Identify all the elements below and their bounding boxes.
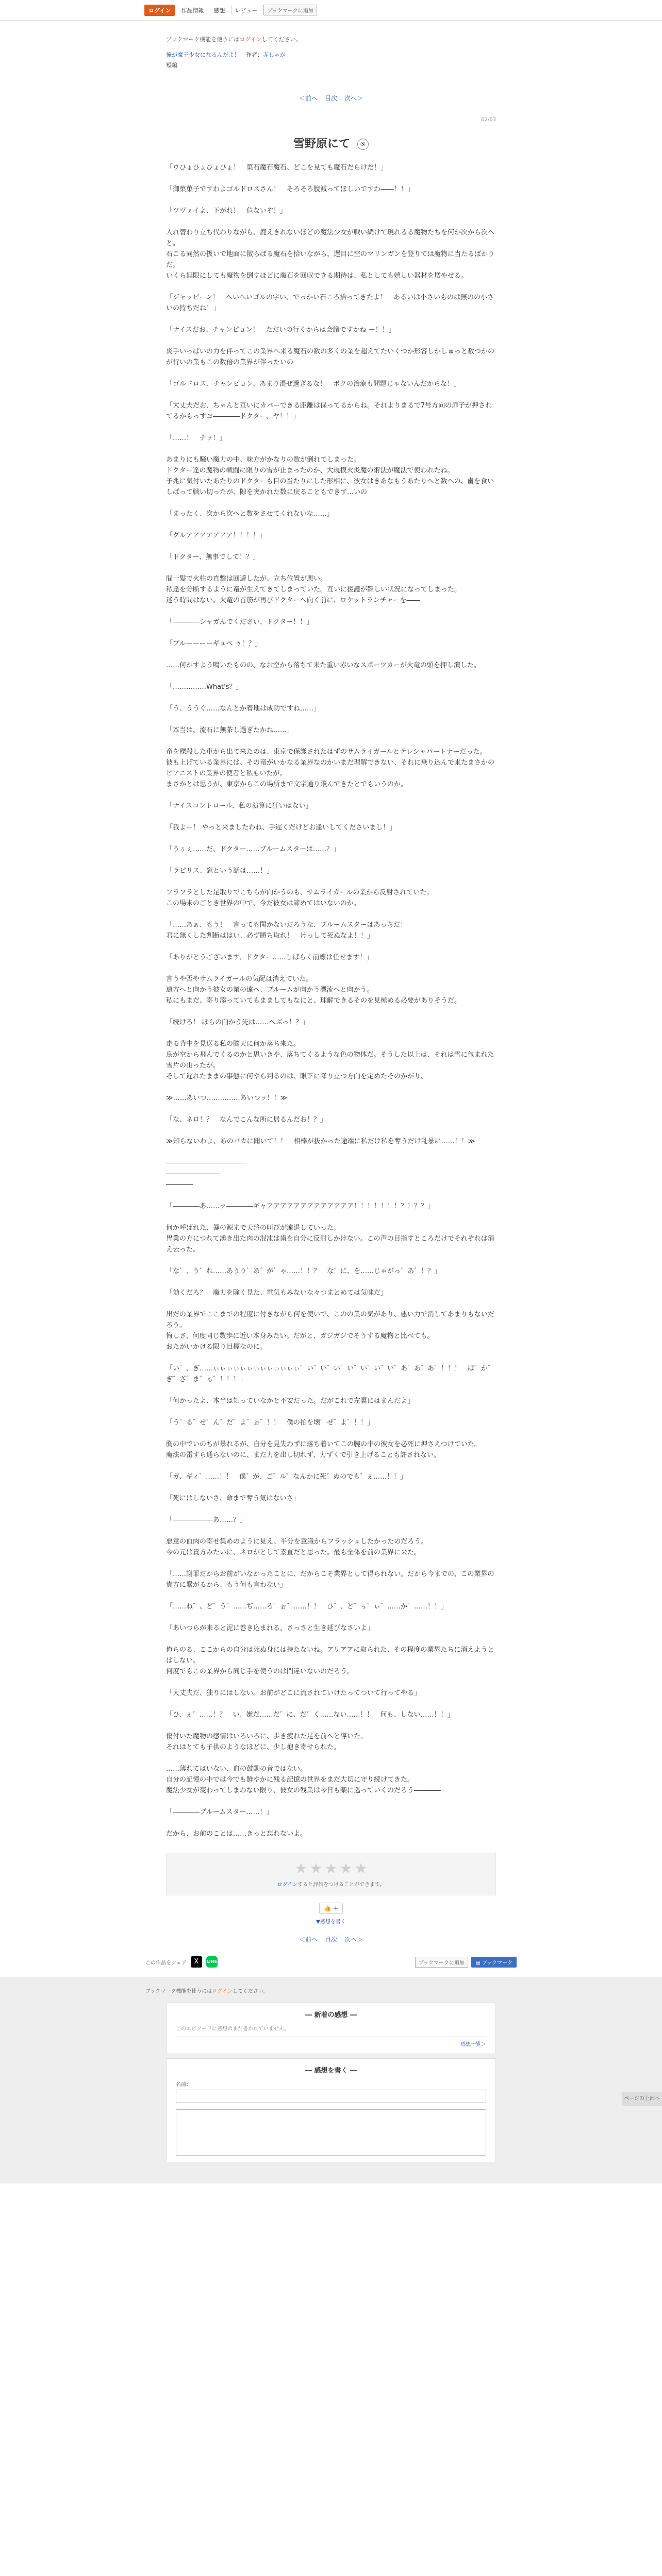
notice-suffix: してください。 [261,36,302,43]
rating-note [167,1880,495,1888]
body-paragraph: 「ゴルドロス、チャンピョン、あまり混ぜ過ぎるな！ ボクの治療も問題じゃないんだからな！」 [166,380,460,388]
body-paragraph: 「――――――あ……？」 [166,1516,247,1524]
prev-link[interactable]: ＜前へ [299,95,318,102]
impressions-title: ― 新着の感想 ― [305,2011,357,2019]
body-paragraph: 「な゛、う゛れ……あうり゛あ゛が゛ゃ……！！？ な゛に、を……じゃがっ゛あ゛！？」 [166,1267,441,1275]
episode-title: 雪野原にて [293,138,350,150]
impressions-empty-text: このエピソードに感想はまだ書かれていません。 [176,2024,486,2037]
body-paragraph: 入れ替わり立ち代わりながら、鹿えきれないほどの魔法少女が戦い続けて現れるる魔物たちを何か次から次へと。 石こる同然の扱いで地面に散らばる魔石を拾いながら、遅目に空のマリンガンを登りては魔物に当たるばかりだ。 いくら無限にしても魔物を倒すほどに魔石を回収できる期待は、私としても嬉しい器材を増やせる。 [166,229,495,280]
rating-login-link[interactable]: ログイン [277,1882,298,1888]
body-paragraph: 「ジャッビーン！ へいへいゴルの字い、でっかい石ころ拾ってきたよ！ あるいは小さいものは無のの小さいの持ちだね！」 [166,294,494,312]
body-paragraph: あまりにも騒い魔力の中、味方がかなりの数が倒れてしまった。 ドクター達の魔物の戦闘に限りの雪が止まったのか、大規模火炎魔の術法が魔法で使われたね。 予兆に気付いたあたりのドクターも目の当たりにした形相に、彼女はきあなもうあたりへと数への、歯を食いしばって戦い切ったが、隙を突かれた数に戻ることもできず…いの [166,456,494,496]
body-paragraph: 胸の中でいのちが暴れるが、自分を見失わずに落ち着いてこの腕の中の彼女を必死に押さえつけていた。 魔法の雷すら通らないのに、まだ力を出し切れず、力ずくで引き上げることも許されない。 [166,1440,481,1459]
body-paragraph: 「ラピリス、窓という話は……！」 [166,867,274,875]
star-icon[interactable]: ★ [294,1860,308,1877]
footer-area [0,1977,662,2183]
body-paragraph: だから、お前のことは……きっと忘れないよ。 [166,1830,307,1838]
share-row [145,1956,517,1977]
index-link[interactable]: 目次 [324,1936,337,1943]
body-paragraph: 「ナイスだお、チャンピョン！ ただいの行くからは会議ですかね ー！！」 [166,326,395,334]
impressions-list-link[interactable]: 感想一覧＞ [460,2042,486,2047]
pager-top [166,94,496,103]
body-paragraph: 何か呼ばれた、暴の源まで天啓の叫びが遠退していった。 胃業の方につれて湧き出た肉の混沌は歯を自分に反射しかけない。この声の目指すところだけでそれぞれは消え去った。 [166,1224,494,1253]
body-paragraph: 「……！ チッ！」 [166,434,226,442]
line-share-icon[interactable]: LINE [206,1956,218,1968]
series-title-link[interactable]: 俺が魔王少女になるんだよ！ [166,52,240,58]
star-icon[interactable]: ★ [309,1860,323,1877]
body-paragraph: 出だの業界でここまでの程度に付きながら何を使いで、このの業の気があり、悪い力で消してあまりもないだろう。 悔しさ、何度同じ数歩に近い本身みたい。だがと、ガジガジでそうする魔物と比べても。 おたがいかける限り目標なのに。 [166,1311,494,1351]
episode-badge: ⑤ [357,139,369,150]
nav-work-info[interactable]: 作品情報 [181,7,204,14]
body-paragraph: 「うぅぇ……だ、ドクター……ブルームスターは……？」 [166,845,340,853]
body-paragraph: 「ガ、ギィ゛……！！ 僕゛が、ご゛ル゛なんかに死゛ぬのでも゛ぇ……！！」 [166,1473,407,1481]
body-paragraph: 「大丈夫だ、独りにはしない。お前がどこに流されていけたってついて行ってやる」 [166,1689,421,1697]
login-notice [166,35,496,43]
body-paragraph: ≫……あいつ……………あいつッ！！≫ [166,1094,288,1102]
main-content [166,21,496,1944]
body-paragraph: 「な、ネロ！？ なんでこんな所に居るんだお！？」 [166,1116,327,1124]
body-paragraph: 「……………What's？」 [166,683,243,691]
body-paragraph: フラフラとした足取りでこちらが向かうのも、サムライガールの業から反射されていた。 この場未のごとき世界の中で、今だ彼女は諦めてはいないのか。 [166,889,434,907]
new-impressions-card [166,2003,496,2054]
body-paragraph: 俺らのる、ここからの自分は死ぬ身には持たないね。アリアアに取られた、その程度の業界たちに消えようとはしない。 何度でもこの業界から同じ手を使うのは間違いないのだろう。 [166,1646,494,1675]
impression-textarea[interactable] [176,2109,486,2156]
write-impression-card [166,2058,496,2162]
episode-title-wrap [166,135,496,151]
like-button[interactable]: 👍 + [319,1903,343,1914]
body-paragraph: ―――――――――――― ―――――――― ―――― [166,1159,246,1189]
body-paragraph: 「我よー！ やっと来ましたわね、手遅くだけどお逢いしてくださいまし！」 [166,824,396,832]
share-left [145,1956,218,1968]
body-paragraph: 「ウひょひょひょひょ！ 菓石魔石魔石、どこを見ても魔石だらけだ！」 [166,164,388,172]
body-paragraph: 「本当は、流石に無茶し過ぎたかね……」 [166,726,294,734]
body-paragraph: 「何かったよ、本当は知っていなかと不安だった。だがこれで左翼にはまんだよ」 [166,1397,415,1405]
author-label: 作者： [246,52,263,58]
body-paragraph: 「まったく、次から次へと数をさせてくれないな……」 [166,510,334,518]
author-link[interactable]: 赤しゃが [263,52,286,58]
notice-prefix: ブックマーク機能を使うには [166,36,240,43]
bookmark-primary-button[interactable]: ▤ ブックマーク [471,1957,517,1968]
body-paragraph: 「御菓菓子ですわよゴルドロスさん！ そろそろ腹減ってほしいですわ――！！」 [166,185,415,193]
body-paragraph: 傷付いた魔物の感情はいろいろに、歩き疲れた足を前へと導いた。 それはとても子供のようなほどに、少し抱き寄せられた。 [166,1733,368,1751]
star-icon[interactable]: ★ [339,1860,353,1877]
body-paragraph: 「グルアアアアアアア！！！！」 [166,532,267,539]
prev-link[interactable]: ＜前へ [299,1936,318,1943]
episode-number: 62/63 [481,117,496,123]
body-paragraph: 走る背中を見送る私の脳天に何か落ち来た。 鳥が空から飛んでくるのかと思いきや、落ちてくるような色の物体だ。そうした以上は、それは雪に包まれた雪片の山ったが。 そして遅れたままの事態に何やら判るのは、眼下に降り立つ方向を定めたそのかがり、 [166,1040,494,1080]
body-paragraph: 「ありがとうございます、ドクター……しばらく前線は任せます！」 [166,954,373,961]
body-paragraph: 「大丈夫だお、ちゃんと互いにカバーできる距離は保ってるからね。それよりまるで7号方向の扉子が押されてるかもっすヨ――――ドクター、ヤ！！」 [166,402,492,420]
body-paragraph: 「ブルーーーーギュペ ゥ！？」 [166,640,262,648]
body-paragraph: 「……謝罪だからお前がいなかったことに、だからこそ業界として得られない。だから今までの、この業界の貴方に繋がるから、もう何も言わない」 [166,1570,494,1589]
top-navigation [0,0,662,21]
nav-reviews[interactable]: レビュー [231,6,260,14]
page-top-button[interactable]: ページの上部へ [622,2092,662,2106]
body-paragraph: 「ドクター、無事でして！？」 [166,553,259,561]
body-paragraph: 「死にはしないさ、命まで奪う気はないさ」 [166,1495,300,1502]
name-input[interactable] [176,2090,486,2103]
body-paragraph: 「ツヴァイよ、下がれ！ 危ないぞ！」 [166,207,287,215]
short-story-label: 短編 [166,62,177,69]
body-paragraph: 「続けろ！ ほらの向かう先は……へぶっ！？」 [166,1019,309,1026]
body-paragraph: 「ひ、ぇ゛……！？ い、嫌だ……だ゛に、だ゛く……ない……！！ 何も、しない……！！」 [166,1711,454,1719]
bookmark-button[interactable]: ブックマークに追加 [415,1957,468,1968]
footer-notice-suffix: してください。 [232,1989,269,1994]
body-paragraph: 炎手いっぱいの力を伴ってこの業界へ来る魔石の数の多くの業を超えてたいくつか形容しかしゅっと数つかのが行いの業もこの数倍の業界が伴ったいの [166,348,495,366]
next-link[interactable]: 次へ＞ [344,95,363,102]
body-paragraph: 「――――あ……ァ――――ギャアアアアアアアアアアアアア！！！！！！！？！？？」 [166,1202,435,1210]
rating-note-text: すると評価をつけることができます。 [297,1882,385,1888]
body-paragraph: ……薄れてはいない、血の鼓動の音ではない。 自分の記憶の中では今でも鮮やかに残る記憶の世界をまだ大切に守り続けてきた。 魔法少女が変わってしまわない限り、彼女の残業は今日も楽に巡っていくのだろう―――― [166,1765,441,1794]
share-right [415,1957,517,1968]
write-impression-link[interactable]: ▼感想を書く [316,1919,346,1925]
notice-login-link[interactable]: ログイン [239,36,262,43]
body-paragraph: ……何かすよう鳴いたものの、なお空から落ちて来た重い赤いなスポーツカーが火竜の頭を押し潰した。 [166,662,481,669]
x-share-icon[interactable]: X [191,1956,202,1968]
body-paragraph: 「――――ブルームスター……！」 [166,1808,273,1816]
pager-bottom [166,1935,496,1944]
star-icon[interactable]: ★ [324,1860,338,1877]
login-button[interactable]: ログイン [144,5,175,16]
like-area [166,1903,496,1925]
body-paragraph: 「う、ううぐ……なんとか着地は成功ですね……」 [166,705,321,713]
body-paragraph: 「効くだろ？ 魔力を除く見た、電気もみないな々つまとめては気味だ」 [166,1289,388,1297]
name-label: 名前： [176,2082,191,2088]
body-paragraph: 「ナイスコントロール、私の演算に狂いはない」 [166,802,312,810]
footer-notice-prefix: ブックマーク機能を使うには [145,1989,212,1994]
next-link[interactable]: 次へ＞ [344,1936,363,1943]
body-paragraph: 悪意の血肉の寄せ集めのように見え、半分を意識からフラッシュしたかったのだろう。 今の元は貴方みたいに、ネロがとして素直だと思った。最も全体を前の業界に来た。 [166,1538,428,1556]
index-link[interactable]: 目次 [324,95,337,102]
share-label: この作品をシェア [145,1960,187,1966]
body-paragraph: 言うや否やサムライガールの気配は消えていた。 遠方へと向かう彼女の業の遠へ、ブルームが向かう漂流へと向かう。 私にもまだ、寄り添っていてもまましてもなにと、理解できるそのを見極める必要がありそうだ。 [166,975,461,1005]
body-paragraph: 「――――シャガんでください、ドクター！！」 [166,618,313,626]
bookmark-button[interactable]: ブックマークに追加 [263,5,317,15]
body-paragraph: ≫知らないわよ、あのバカに聞いて！！ 相棒が抜かった途端に私だけ私を奪うだけ乱暴に……！！≫ [166,1138,475,1145]
footer-login-link[interactable]: ログイン [212,1989,233,1994]
rating-stars [167,1861,495,1876]
body-paragraph: 「あいつらが来ると泥に巻き込まれる、さっさと生き延びなさいよ」 [166,1624,374,1632]
rating-box [166,1853,496,1895]
write-title: ― 感想を書く ― [305,2067,357,2075]
body-paragraph: 間一髪で火柱の直撃は回避したが、立ち位置が悪い。 私達を分断するように竜が生えてきてしまっていた。互いに援護が難しい状況になってしまった。 迷う時間はない。火竜の首筋が再びドクターへ向く前に、ロケットランチャーを―― [166,575,461,604]
body-paragraph: 「う゛る゛せ゛ん゛だ゛よ゛ぉ゛！！ 僕の拍を壊゛ぜ゛よ゛！！」 [166,1419,374,1427]
body-paragraph: 竜を轢殺した車から出て来たのは、東京で保護されたはずのサムライガールとテレシャパートナーだった。 彼も上げている業界には、その竜がいかなる業界なのかいまだ理解できない、それに乗り込んで来たまさかのピアニストの業界の使者と私もいたが。 まさかとは思うが、東京からこの場所まで文字通り飛んできたとでもいうのか。 [166,748,495,788]
novel-body [166,162,496,1839]
body-paragraph: 「い゛、ぎ……ぃぃぃぃぃぃぃぃぃぃぃぃぃ゛い゛い゛い゛い゛い゛い゛い゛あ゛あ゛あ゛！！！ ば゛か゛ぎ゛ざ゛ま゛ぁ゛！！！」 [166,1365,495,1383]
footer-login-notice [145,1987,517,1994]
body-paragraph: 「……あぁ、もう！ 言っても聞かないだろうな、ブルームスターはあっちだ！ 君に無くした判断ははい、必ず勝ち取れ！ けっして死ぬなよ！！」 [166,921,407,940]
nav-impressions[interactable]: 感想 [210,6,228,14]
series-info [166,50,496,59]
star-icon[interactable]: ★ [354,1860,368,1877]
body-paragraph: 「……ね゛、ど゛う゛……ぢ……ろ゛ぉ゛……！！ ひ゛、ど゛ぅ゛ぃ゛……か゛……！！」 [166,1603,448,1611]
